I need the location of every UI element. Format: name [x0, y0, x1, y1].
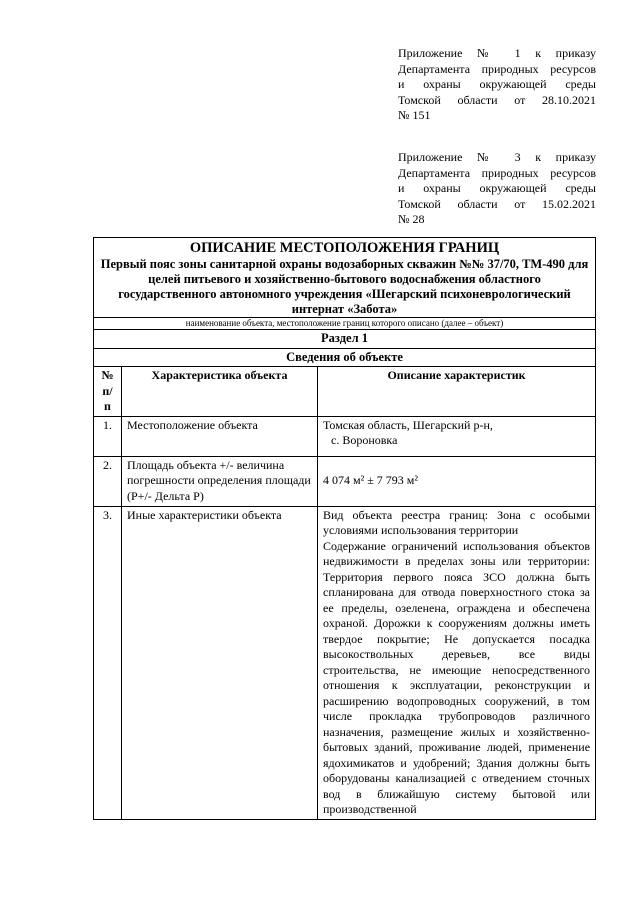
- row-description: [318, 506, 596, 819]
- row-description: 4 074 м² ± 7 793 м²: [318, 456, 596, 506]
- title-cell: [94, 238, 596, 318]
- header-characteristic: Характеристика объекта: [122, 367, 318, 417]
- row-description-line: с. Вороновка: [331, 433, 398, 447]
- appendix-2-line: и охраны окружающей среды: [398, 181, 596, 195]
- appendix-2-line: Томской области от 15.02.2021: [398, 196, 596, 211]
- appendix-2-line: Департамента природных ресурсов: [398, 165, 596, 180]
- row-description-paragraph: Содержание ограничений использования объектов недвижимости в пределах зоны или территории: Территория первого пояса ЗСО должна быть спланирована для отвода поверхностного стока за ее пределы, озеленена, ограждена и обеспечена охраной. Дорожки к сооружениям должны иметь твердое покрытие; Не допускается посадка высокоствольных деревьев, все виды строительства, не имеющие непосредственного отношения к эксплуатации, реконструкции и расширению водопроводных сооружений, в том числе прокладка трубопроводов различного назначения, размещение жилых и хозяйственно-бытовых зданий, проживание людей, применение ядохимикатов и удобрений; Здания должны быть оборудованы канализацией с отведением сточных вод в ближайшую систему бытовой или производственной: [323, 538, 591, 816]
- row-description: [318, 416, 596, 456]
- appendix-note-1: [398, 46, 596, 124]
- row-num: 1.: [94, 416, 122, 456]
- section-row: [94, 330, 596, 349]
- appendix-1-line: Томской области от 28.10.2021: [398, 92, 596, 107]
- boundary-description-table: [93, 237, 596, 820]
- document-title: ОПИСАНИЕ МЕСТОПОЛОЖЕНИЯ ГРАНИЦ: [189, 240, 500, 256]
- caption-row: [94, 318, 596, 330]
- document-subtitle: Первый пояс зоны санитарной охраны водозаборных скважин №№ 37/70, ТМ-490 для целей питьевого и хозяйственно-бытового водоснабжения областного государственного автономного учреждения «Шегарский психоневрологический интернат «Забота»: [100, 257, 589, 316]
- appendix-1-line: и охраны окружающей среды: [398, 77, 596, 91]
- appendix-note-2: [398, 150, 596, 228]
- title-row: [94, 238, 596, 318]
- row-description-line: Томская область, Шегарский р-н,: [323, 417, 493, 432]
- appendix-1-line: № 151: [398, 108, 431, 122]
- row-num: 3.: [94, 506, 122, 819]
- object-caption: наименование объекта, местоположение границ которого описано (далее – объект): [94, 318, 596, 330]
- row-characteristic: Местоположение объекта: [122, 416, 318, 456]
- section-subtitle-row: [94, 348, 596, 367]
- table-row: [94, 456, 596, 506]
- appendix-2-line: Приложение № 3 к приказу: [398, 150, 596, 164]
- table-row: [94, 416, 596, 456]
- appendix-1-line: Департамента природных ресурсов: [398, 61, 596, 76]
- table-row: [94, 506, 596, 819]
- row-characteristic: Площадь объекта +/- величина погрешности определения площади (P+/- Дельта P): [122, 456, 318, 506]
- row-description-paragraph: Вид объекта реестра границ: Зона с особыми условиями использования территории: [323, 507, 591, 537]
- row-num: 2.: [94, 456, 122, 506]
- header-num: № п/п: [94, 367, 122, 417]
- row-characteristic: Иные характеристики объекта: [122, 506, 318, 819]
- table-header-row: [94, 367, 596, 417]
- appendix-1-line: Приложение № 1 к приказу: [398, 46, 596, 60]
- appendix-2-line: № 28: [398, 212, 425, 226]
- section-subtitle: Сведения об объекте: [94, 348, 596, 367]
- section-title: Раздел 1: [94, 330, 596, 349]
- header-description: Описание характеристик: [318, 367, 596, 417]
